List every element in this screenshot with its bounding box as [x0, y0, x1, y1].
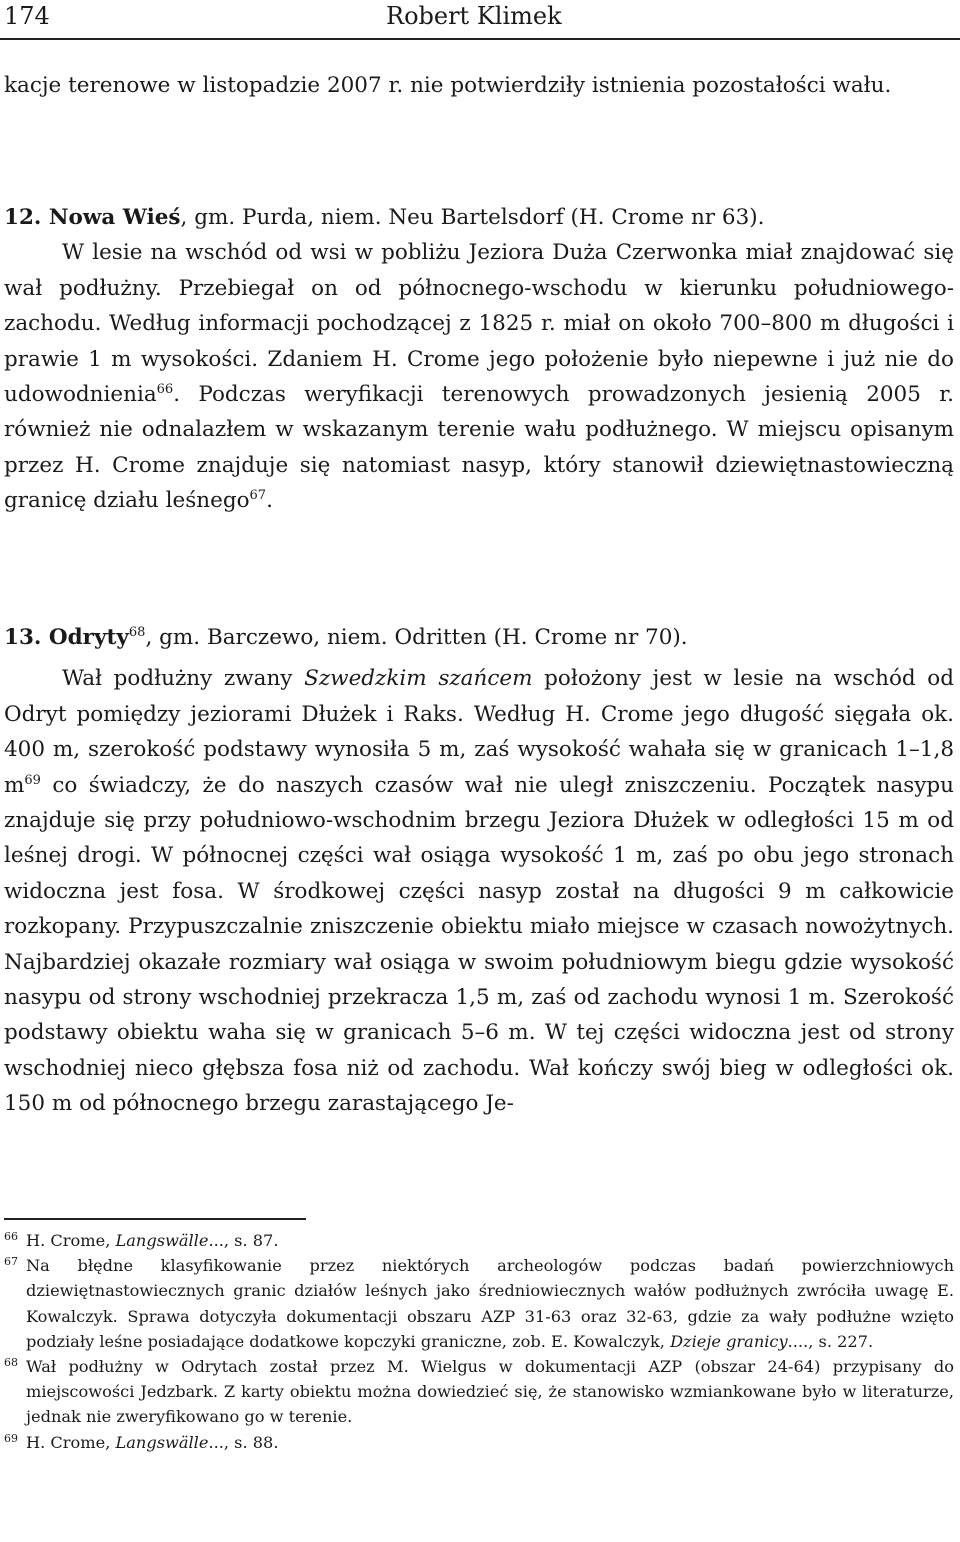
page-header [0, 0, 960, 38]
footnote-number: 66 [4, 1230, 18, 1243]
page-number: 174 [4, 2, 50, 30]
footnote-text-end: ...., s. 227. [787, 1331, 874, 1351]
footnote-number: 69 [4, 1431, 18, 1445]
footnote-text: Na błędne klasyfikowanie przez niektórych archeologów podczas badań powierzchniowych dziewiętnastowiecznych granic działów leśnych jako średniowiecznych wałów podłużnych zwróciła uwagę E. Kowalczyk. Sprawa dotyczyła dokumentacji obszaru AZP 31-63 oraz 32-63, gdzie za wały podłużne wzięto podziały leśne posiadające dodatkowe kopczyki graniczne, zob. E. Kowalczyk, [26, 1256, 954, 1351]
footnote-text: H. Crome, [26, 1432, 116, 1452]
intro-paragraph: kacje terenowe w listopadzie 2007 r. nie potwierdziły istnienia pozostałości wału. [4, 73, 892, 98]
footnote-69 [4, 1430, 954, 1455]
footnote-text-end: ..., s. 88. [208, 1432, 279, 1452]
footnote-italic: Dzieje granicy [670, 1331, 788, 1351]
section-12 [4, 200, 954, 519]
footnote-ref-69: 69 [24, 772, 41, 788]
section-12-text-c: . [266, 488, 273, 514]
footnotes [4, 1228, 954, 1455]
section-13-text-b: położony jest w lesie na wschód od Odryt pomiędzy jeziorami Dłużek i Raks. Według H. Crome jego długość sięgała ok. 400 m, szerokość podstawy wynosiła 5 m, zaś wysokość wahała się w granicach 1–1,8 m [4, 666, 954, 798]
footnote-ref-66: 66 [156, 381, 174, 397]
footnote-68 [4, 1354, 954, 1430]
section-12-title: 12. Nowa Wieś [4, 205, 181, 230]
footnote-italic: Langswälle [115, 1432, 209, 1452]
section-13 [4, 620, 954, 1122]
section-12-paragraph [4, 235, 954, 518]
section-13-text-c: co świadczy, że do naszych czasów wał nie uległ zniszczeniu. Początek nasypu znajduje się przy południowo-wschodnim brzegu Jeziora Dłużek w odległości 15 m od leśnej drogi. W północnej części wał osiąga wysokość 1 m, zaś po obu jego stronach widoczna jest fosa. W środkowej części nasyp został na długości 9 m całkowicie rozkopany. Przypuszczalnie zniszczenie obiektu miało miejsce w czasach nowożytnych. Najbardziej okazałe rozmiary wał osiąga w swoim południowym biegu gdzie wysokość nasypu od strony wschodniej przekracza 1,5 m, zaś od zachodu wynosi 1 m. Szerokość podstawy obiektu waha się w granicach 5–6 m. W tej części widoczna jest od strony wschodniej nieco głębsza fosa niż od zachodu. Wał kończy swój bieg w odległości ok. 150 m od północnego brzegu zarastającego Je- [4, 772, 954, 1117]
section-12-text-b: . Podczas weryfikacji terenowych prowadzonych jesienią 2005 r. również nie odnalazłem w wskazanym terenie wału podłużnego. W miejscu opisanym przez H. Crome znajduje się natomiast nasyp, który stanowił dziewiętnastowieczną granicę działu leśnego [4, 382, 954, 514]
footnote-number: 68 [4, 1356, 18, 1370]
section-13-heading [4, 620, 954, 655]
running-head: Robert Klimek [386, 2, 562, 30]
footnote-text: H. Crome, [26, 1231, 116, 1250]
section-13-subtitle: , gm. Barczewo, niem. Odritten (H. Crome nr 70). [145, 625, 688, 650]
section-12-text-a: W lesie na wschód od wsi w pobliżu Jeziora Duża Czerwonka miał znajdować się wał podłużny. Przebiegał on od północnego-wschodu w kierunku południowego-zachodu. Według informacji pochodzącej z 1825 r. miał on około 700–800 m długości i prawie 1 m wysokości. Zdaniem H. Crome jego położenie było niepewne i już nie do udowodnienia [4, 240, 954, 408]
section-12-heading [4, 200, 954, 235]
footnote-text-end: ..., s. 87. [208, 1231, 279, 1250]
section-12-subtitle: , gm. Purda, niem. Neu Bartelsdorf (H. Crome nr 63). [180, 205, 765, 230]
header-rule [0, 38, 960, 40]
footnote-ref-67: 67 [249, 488, 267, 504]
section-13-text-a: Wał podłużny zwany [62, 666, 305, 692]
footnote-text: Wał podłużny w Odrytach został przez M. Wielgus w dokumentacji AZP (obszar 24-64) przypisany do miejscowości Jedzbark. Z karty obiektu można dowiedzieć się, że stanowisko wzmiankowane było w literaturze, jednak nie zweryfikowano go w terenie. [26, 1357, 954, 1427]
footnote-66 [4, 1228, 954, 1253]
footnote-rule [4, 1218, 306, 1220]
footnote-67 [4, 1253, 954, 1354]
section-13-title: 13. Odryty [4, 625, 129, 650]
section-13-italic-name: Szwedzkim szańcem [304, 666, 533, 692]
footnote-ref-68: 68 [128, 624, 146, 640]
footnote-number: 67 [4, 1255, 18, 1269]
footnote-italic: Langswälle [115, 1231, 209, 1250]
section-13-paragraph [4, 661, 954, 1121]
